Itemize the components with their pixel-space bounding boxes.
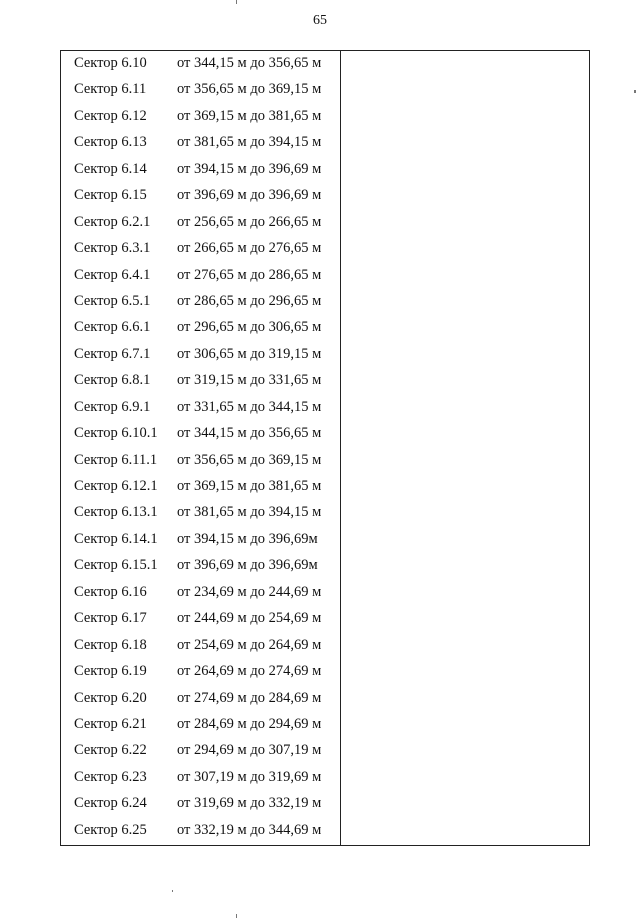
- table-row: [61, 51, 340, 77]
- sector-name: Сектор 6.15.1: [74, 557, 158, 574]
- sector-name: Сектор 6.22: [74, 742, 147, 759]
- table-row: [61, 77, 340, 103]
- sector-range: от 284,69 м до 294,69 м: [177, 715, 322, 732]
- sector-range: от 244,69 м до 254,69 м: [177, 610, 322, 627]
- sector-range: от 369,15 м до 381,65 м: [177, 478, 322, 494]
- sector-range: от 266,65 м до 276,65 м: [177, 240, 322, 257]
- table-row: [61, 765, 340, 791]
- sector-name: Сектор 6.18: [74, 636, 147, 653]
- sector-name: Сектор 6.25: [74, 821, 147, 838]
- table-row: [61, 580, 340, 606]
- table-row: [61, 738, 340, 764]
- table-row: [61, 130, 340, 156]
- sector-name: Сектор 6.10.1: [74, 425, 158, 442]
- table-row: [61, 421, 340, 447]
- sector-name: Сектор 6.14: [74, 160, 147, 177]
- sector-name: Сектор 6.23: [74, 768, 147, 785]
- table-row: [61, 633, 340, 659]
- table-row: [61, 236, 340, 262]
- table-row: [61, 289, 340, 315]
- sector-name: Сектор 6.11: [74, 81, 147, 98]
- sector-name: Сектор 6.9.1: [74, 398, 151, 415]
- sector-range: от 294,69 м до 307,19 м: [177, 742, 322, 759]
- sector-name: Сектор 6.13: [74, 134, 147, 151]
- scan-artifact: [236, 0, 237, 4]
- sector-name: Сектор 6.10: [74, 55, 147, 71]
- sector-name: Сектор 6.8.1: [74, 372, 151, 389]
- sector-range: от 319,15 м до 331,65 м: [177, 372, 322, 389]
- sector-range: от 331,65 м до 344,15 м: [177, 398, 322, 415]
- sector-name: Сектор 6.14.1: [74, 530, 158, 547]
- table-row: [61, 527, 340, 553]
- table-row: [61, 686, 340, 712]
- sector-name: Сектор 6.11.1: [74, 451, 158, 468]
- sector-range: от 307,19 м до 319,69 м: [177, 768, 322, 785]
- sector-range: от 254,69 м до 264,69 м: [177, 636, 322, 653]
- sector-name: Сектор 6.2.1: [74, 213, 151, 230]
- sector-range: от 306,65 м до 319,15 м: [177, 345, 322, 362]
- sector-range: от 286,65 м до 296,65 м: [177, 292, 322, 309]
- sector-range: от 234,69 м до 244,69 м: [177, 583, 322, 600]
- sector-range: от 394,15 м до 396,69м: [177, 530, 318, 547]
- scan-artifact: [634, 90, 636, 93]
- sector-range: от 356,65 м до 369,15 м: [177, 451, 322, 468]
- sector-name: Сектор 6.6.1: [74, 319, 151, 336]
- table-row: [61, 342, 340, 368]
- sector-name: Сектор 6.13.1: [74, 504, 158, 521]
- table-row: [61, 368, 340, 394]
- sector-range: от 256,65 м до 266,65 м: [177, 213, 322, 230]
- sector-range: от 356,65 м до 369,15 м: [177, 81, 322, 98]
- scan-artifact: [172, 890, 173, 892]
- table-row: [61, 157, 340, 183]
- sector-range: от 394,15 м до 396,69 м: [177, 160, 322, 177]
- sector-name: Сектор 6.7.1: [74, 345, 151, 362]
- sector-range: от 276,65 м до 286,65 м: [177, 266, 322, 283]
- sector-name: Сектор 6.4.1: [74, 266, 151, 283]
- sector-name: Сектор 6.24: [74, 795, 147, 812]
- table-row: [61, 659, 340, 685]
- sector-range: от 381,65 м до 394,15 м: [177, 504, 322, 521]
- sector-range: от 396,69 м до 396,69 м: [177, 187, 322, 204]
- table-row: [61, 553, 340, 579]
- table-row: [61, 791, 340, 817]
- column-divider: [340, 51, 341, 845]
- sector-range: от 396,69 м до 396,69м: [177, 557, 318, 574]
- sector-range: от 381,65 м до 394,15 м: [177, 134, 322, 151]
- sector-name: Сектор 6.20: [74, 689, 147, 706]
- sector-name: Сектор 6.12.1: [74, 478, 158, 494]
- table-row: [61, 183, 340, 209]
- table-row: [61, 500, 340, 526]
- table-row: [61, 263, 340, 289]
- sector-range: от 264,69 м до 274,69 м: [177, 663, 322, 680]
- table-row: [61, 818, 340, 844]
- table-row: [61, 712, 340, 738]
- table-row: [61, 210, 340, 236]
- table-row: [61, 104, 340, 130]
- sector-range: от 319,69 м до 332,19 м: [177, 795, 322, 812]
- sector-name: Сектор 6.21: [74, 715, 147, 732]
- scan-artifact: [236, 914, 237, 918]
- sector-name: Сектор 6.15: [74, 187, 147, 204]
- table-row: [61, 395, 340, 421]
- sector-name: Сектор 6.12: [74, 107, 147, 124]
- table-row: [61, 474, 340, 500]
- page-number: 65: [313, 13, 327, 28]
- sector-range: от 369,15 м до 381,65 м: [177, 107, 322, 124]
- sector-range: от 332,19 м до 344,69 м: [177, 821, 322, 838]
- sector-range: от 274,69 м до 284,69 м: [177, 689, 322, 706]
- sector-range: от 344,15 м до 356,65 м: [177, 425, 322, 442]
- sector-name: Сектор 6.3.1: [74, 240, 151, 257]
- sector-table: [60, 50, 590, 846]
- sector-rows: [61, 51, 340, 844]
- table-row: [61, 606, 340, 632]
- sector-name: Сектор 6.17: [74, 610, 147, 627]
- sector-name: Сектор 6.5.1: [74, 292, 151, 309]
- sector-name: Сектор 6.16: [74, 583, 147, 600]
- sector-name: Сектор 6.19: [74, 663, 147, 680]
- table-row: [61, 448, 340, 474]
- sector-range: от 344,15 м до 356,65 м: [177, 55, 322, 71]
- table-row: [61, 315, 340, 341]
- sector-range: от 296,65 м до 306,65 м: [177, 319, 322, 336]
